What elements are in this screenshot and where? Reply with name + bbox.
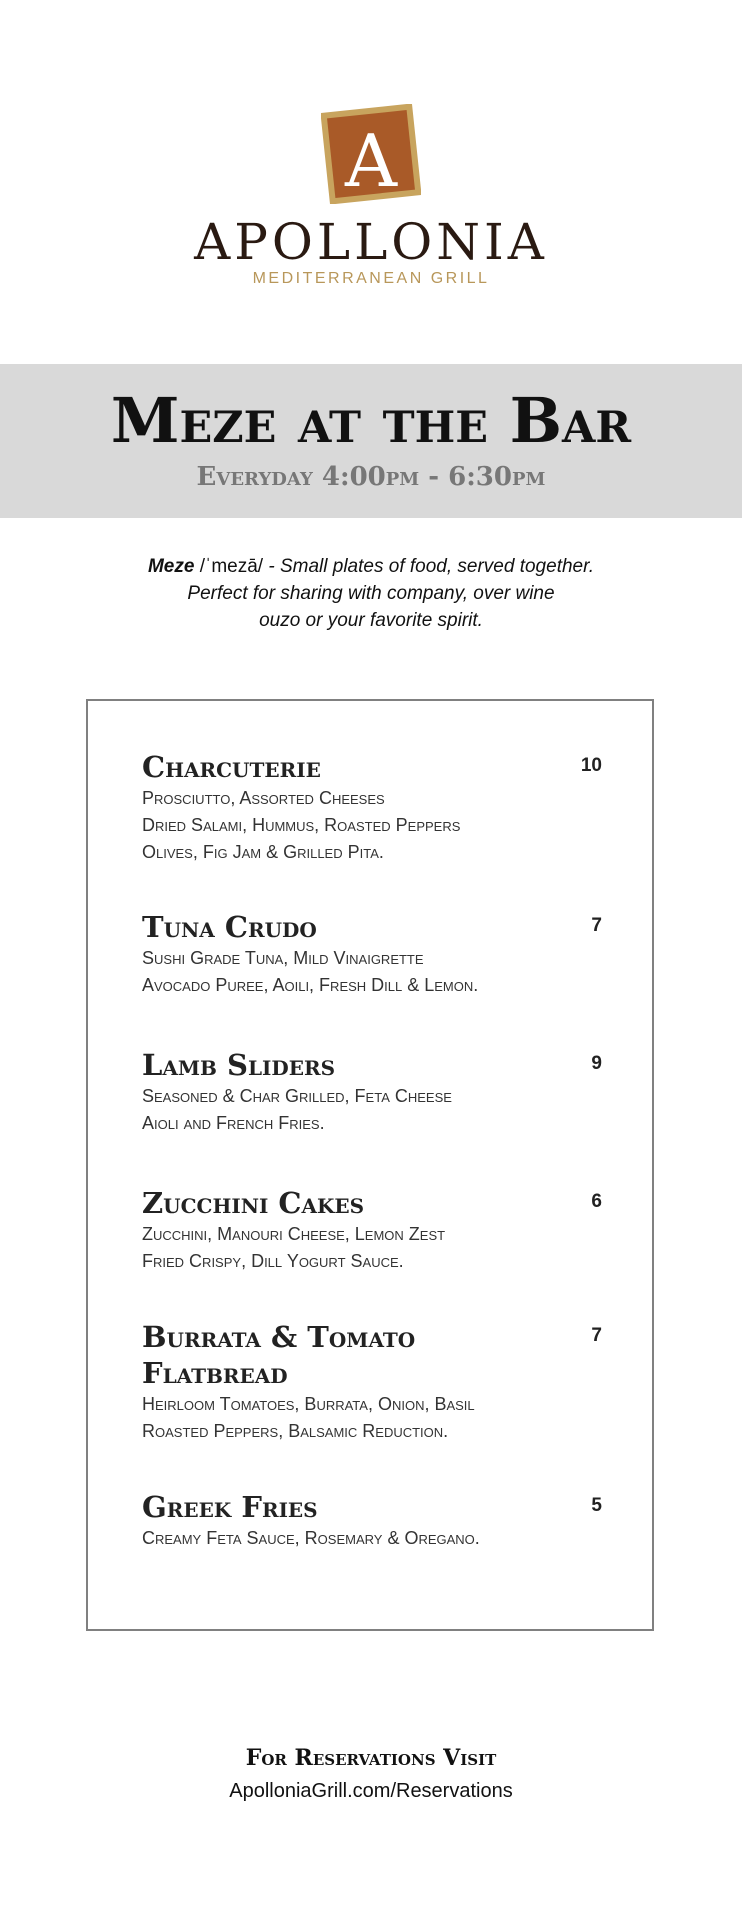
menu-item	[142, 1047, 602, 1137]
menu-item-desc-line: Roasted Peppers, Balsamic Reduction.	[142, 1421, 449, 1441]
menu-item	[142, 1319, 602, 1445]
letter-a-tile-icon	[321, 104, 421, 204]
menu-item	[142, 1185, 602, 1275]
reservations-link[interactable]: ApolloniaGrill.com/Reservations	[229, 1780, 513, 1802]
menu-item	[142, 749, 602, 866]
menu-item-price: 10	[580, 755, 602, 776]
menu-item-desc-line: Prosciutto, Assorted Cheeses	[142, 788, 385, 808]
menu-item-desc-line: Olives, Fig Jam & Grilled Pita.	[142, 842, 384, 862]
menu-item-desc-line: Heirloom Tomatoes, Burrata, Onion, Basil	[142, 1394, 475, 1414]
menu-item	[142, 909, 602, 999]
menu-item-desc-line: Aioli and French Fries.	[142, 1113, 325, 1133]
menu-item-desc-line: Fried Crispy, Dill Yogurt Sauce.	[142, 1251, 404, 1271]
menu-item-desc-line: Creamy Feta Sauce, Rosemary & Oregano.	[142, 1528, 480, 1548]
definition-phonetic: /ˈmezā/	[199, 556, 264, 577]
brand-tagline: MEDITERRANEAN GRILL	[252, 270, 490, 287]
definition-text-1: - Small plates of food, served together.	[263, 556, 595, 577]
menu-item-name: Tuna Crudo	[142, 910, 317, 944]
menu-item-name: Greek Fries	[142, 1490, 318, 1524]
banner-hours: Everyday 4:00pm - 6:30pm	[196, 462, 546, 492]
menu-item-name: Lamb Sliders	[142, 1048, 336, 1082]
definition-line-2: Perfect for sharing with company, over wine	[187, 583, 555, 604]
logo-letter: A	[345, 119, 397, 203]
menu-item-desc-line: Sushi Grade Tuna, Mild Vinaigrette	[142, 948, 424, 968]
menu-item-name: Charcuterie	[142, 750, 321, 784]
menu-item-price: 7	[591, 915, 602, 936]
brand-name: APOLLONIA	[194, 213, 548, 271]
banner-title: Meze at the Bar	[110, 384, 632, 457]
menu-item-desc-line: Avocado Puree, Aoili, Fresh Dill & Lemon.	[142, 975, 479, 995]
definition-word: Meze	[147, 556, 195, 577]
menu-item-desc-line: Dried Salami, Hummus, Roasted Peppers	[142, 815, 461, 835]
menu-item-name: Burrata & Tomato Flatbread	[142, 1320, 416, 1390]
menu-item	[142, 1489, 602, 1552]
definition-line-3: ouzo or your favorite spirit.	[259, 610, 483, 631]
banner	[0, 364, 742, 518]
menu-box	[86, 699, 654, 1631]
menu-item-price: 9	[591, 1053, 602, 1074]
menu-item-price: 5	[591, 1495, 602, 1516]
menu-item-price: 6	[591, 1191, 602, 1212]
menu-item-desc-line: Zucchini, Manouri Cheese, Lemon Zest	[142, 1224, 446, 1244]
reservations-title: For Reservations Visit	[245, 1745, 497, 1771]
meze-definition	[60, 553, 682, 634]
menu-item-desc-line: Seasoned & Char Grilled, Feta Cheese	[142, 1086, 452, 1106]
logo	[0, 104, 742, 209]
definition-line-1	[60, 553, 682, 580]
menu-item-price: 7	[591, 1325, 602, 1346]
menu-item-name: Zucchini Cakes	[142, 1186, 365, 1220]
